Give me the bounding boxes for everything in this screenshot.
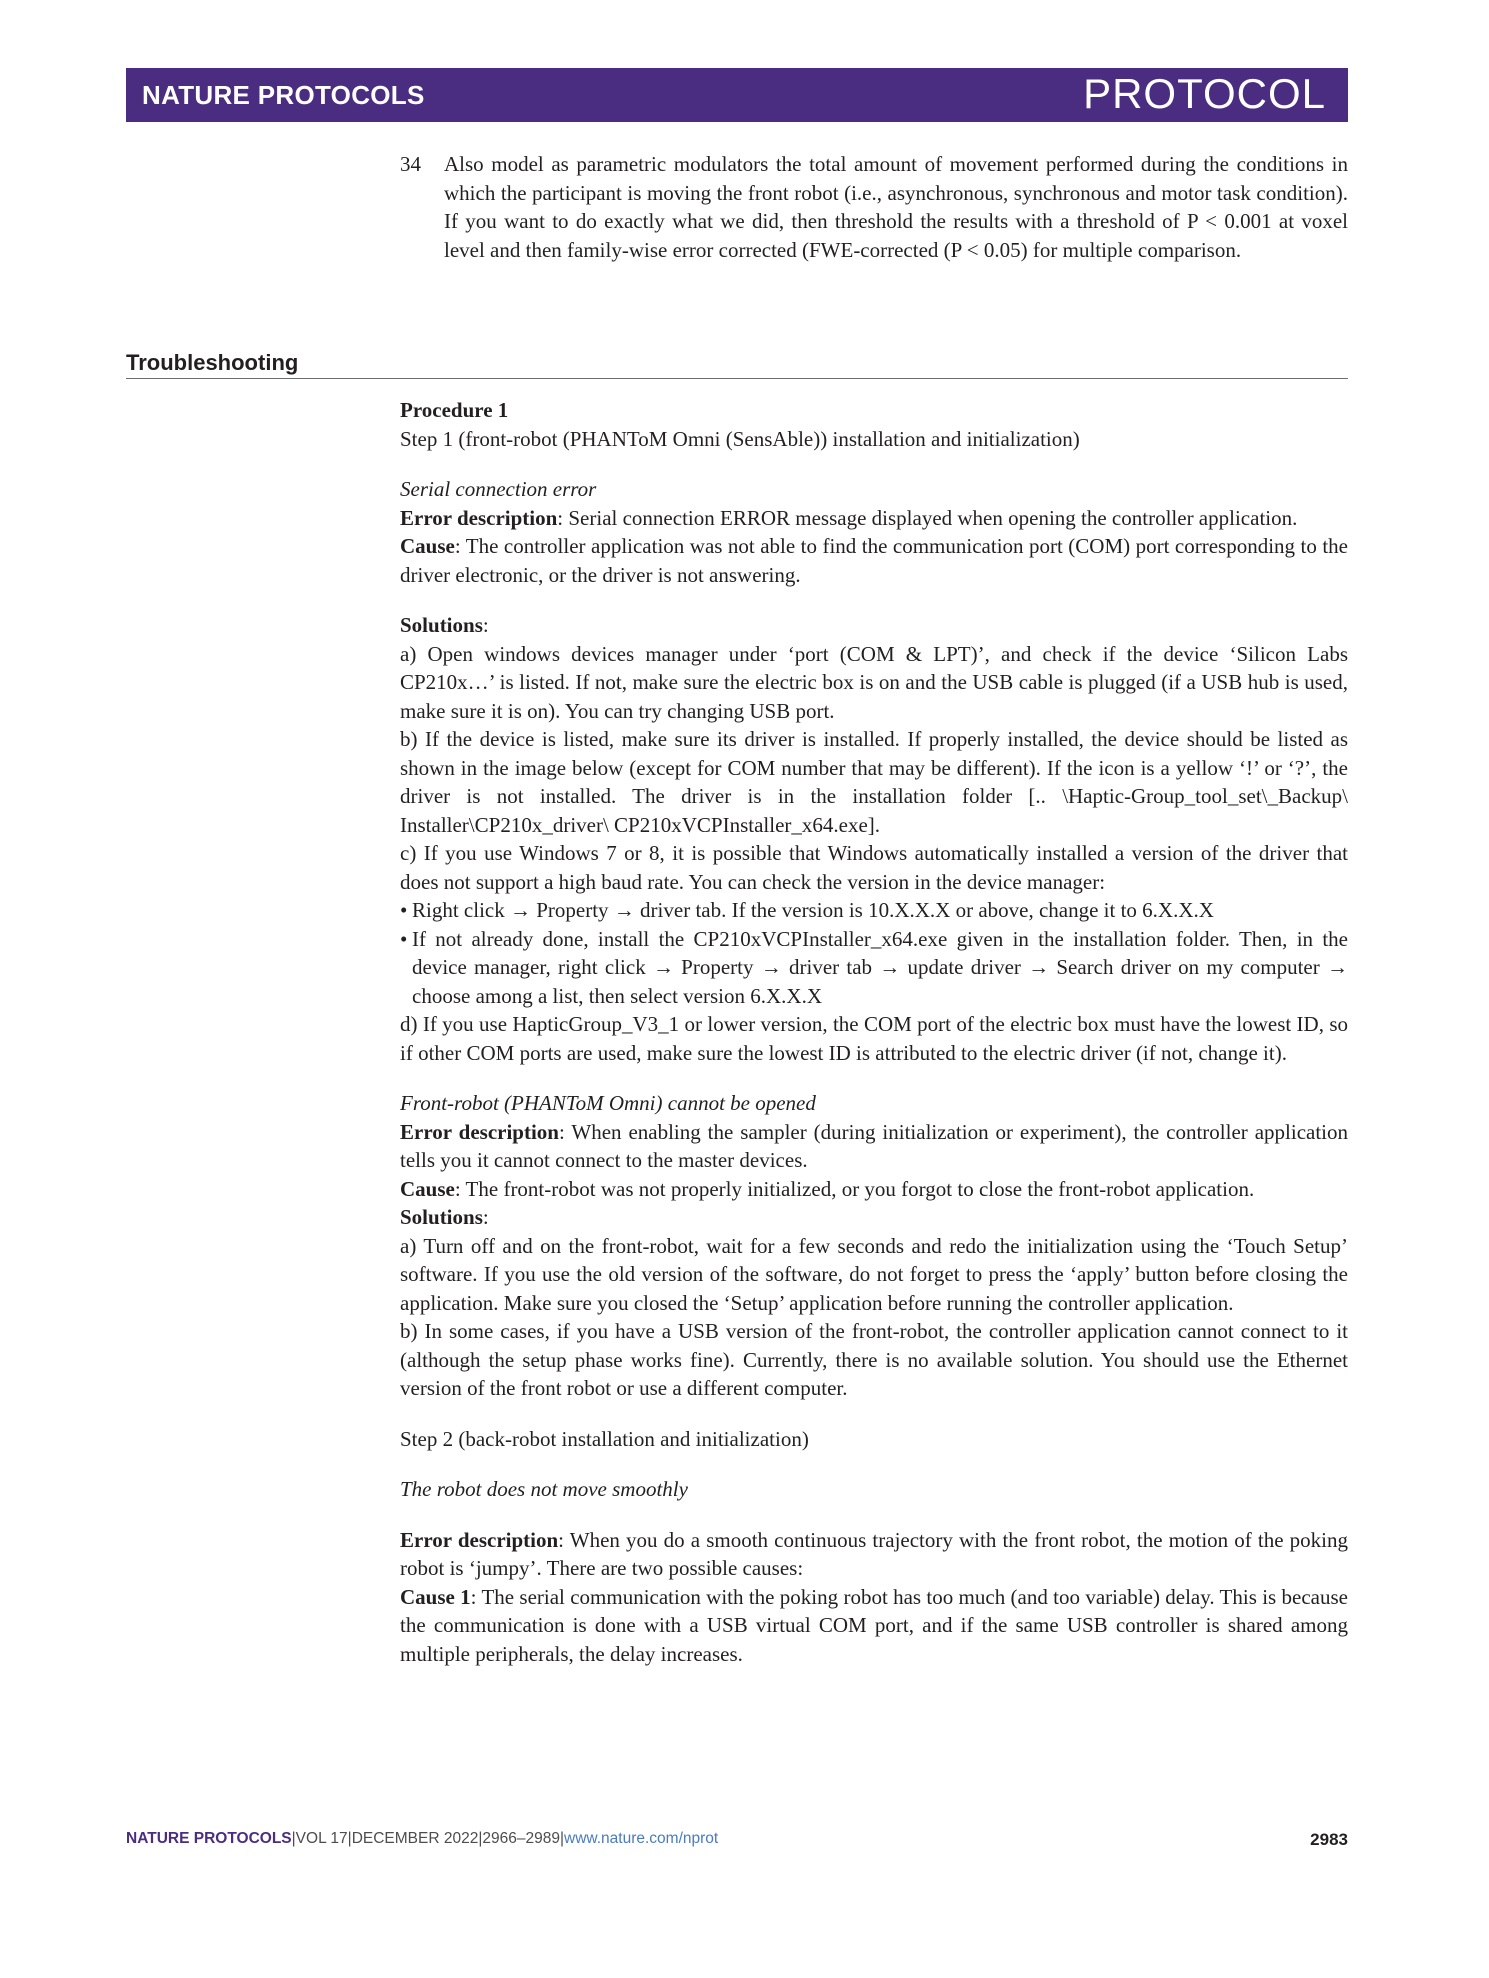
serial-solution-d: d) If you use HapticGroup_V3_1 or lower version, the COM port of the electric box must have the lowest ID, so if other COM ports are used, make sure the lowest ID is attributed to the electric driver (if not, change it). [400,1012,1348,1065]
footer-journal: NATURE PROTOCOLS [126,1830,292,1847]
serial-solution-c: c) If you use Windows 7 or 8, it is possible that Windows automatically installed a version of the driver that does not support a high baud rate. You can check the version in the device manager: [400,841,1348,894]
bullet-text: Right click → Property → driver tab. If the version is 10.X.X.X or above, change it to 6.X.X.X [412,898,1214,922]
footer-separator: | [478,1830,483,1847]
step-2-heading: Step 2 (back-robot installation and initialization) [400,1426,809,1451]
bullet-mark: • [400,898,408,922]
page-number: 2983 [1310,1830,1348,1849]
article-type: PROTOCOL [1083,70,1326,117]
procedure-heading: Procedure 1 [400,398,509,422]
error-label: Error description [400,1527,559,1552]
front-solutions-label [400,1203,1348,1232]
error-label: Error description [400,1119,559,1144]
cause-text: : The serial communication with the poking robot has too much (and too variable) delay. This is because the communication is done with a USB virtual COM port, and if the same USB controller is shared among multiple peripherals, the delay increases. [400,1584,1348,1666]
footer-date: DECEMBER 2022 [351,1830,479,1847]
problem-title-front-robot: Front-robot (PHANToM Omni) cannot be opened [400,1091,816,1115]
step-34-text: Also model as parametric modulators the total amount of movement performed during the conditions in which the participant is moving the front robot (i.e., asynchronous, synchronous and motor task condition). If you want to do exactly what we did, then threshold the results with a threshold of P < 0.001 at voxel level and then family-wise error corrected (FWE-corrected (P < 0.05) for multiple comparison. [444,152,1348,262]
cause-text: : The front-robot was not properly initialized, or you forgot to close the front-robot application. [454,1176,1255,1201]
footer-url-link[interactable]: www.nature.com/nprot [564,1830,719,1847]
list-item [400,896,1348,925]
cause-text: : The controller application was not able to find the communication port (COM) port corresponding to the driver electronic, or the driver is not answering. [400,534,1348,587]
solutions-label: Solutions [400,613,483,637]
footer-volume: VOL 17 [295,1830,348,1847]
cause-label: Cause [400,1176,455,1201]
front-solution-b: b) In some cases, if you have a USB version of the front-robot, the controller application cannot connect to it (although the setup phase works fine). Currently, there is no available solution. You should use the Ethernet version of the front robot or use a different computer. [400,1319,1348,1400]
step-1-heading: Step 1 (front-robot (PHANToM Omni (SensAble)) installation and initialization) [400,426,1080,451]
smooth-cause-1 [400,1583,1348,1669]
solutions-colon: : [482,1205,489,1229]
problem-title-smooth: The robot does not move smoothly [400,1477,688,1501]
cause-label: Cause [400,534,455,558]
error-label: Error description [400,505,558,530]
solutions-colon: : [482,613,489,637]
serial-solution-a: a) Open windows devices manager under ‘port (COM & LPT)’, and check if the device ‘Silicon Labs CP210x…’ is listed. If not, make sure the electric box is on and the USB cable is plugged (if a USB hub is used, make sure it is on). You can try changing USB port. [400,641,1348,723]
serial-error-description [400,504,1348,533]
step-number: 34 [400,152,421,176]
serial-cause [400,532,1348,589]
serial-solutions-label [400,611,1348,640]
step-34 [400,150,1348,264]
cause-label: Cause 1 [400,1584,471,1609]
section-heading-troubleshooting: Troubleshooting [126,350,299,375]
footer-separator: | [291,1830,296,1847]
error-text: : Serial connection ERROR message displayed when opening the controller application. [557,505,1298,530]
footer-separator: | [347,1830,352,1847]
footer-separator: | [559,1830,564,1847]
bullet-text: If not already done, install the CP210xVCPInstaller_x64.exe given in the installation folder. Then, in the device manager, right click → Property → driver tab → update driver → Search driver on my computer → choose among a list, then select version 6.X.X.X [412,926,1348,1008]
front-cause [400,1175,1348,1204]
footer-pages: 2966–2989 [482,1830,560,1847]
front-solution-a: a) Turn off and on the front-robot, wait for a few seconds and redo the initialization using the ‘Touch Setup’ software. If you use the old version of the software, do not forget to press the ‘apply’ button before closing the application. Make sure you closed the ‘Setup’ application before running the controller application. [400,1233,1348,1315]
smooth-error-description [400,1526,1348,1583]
serial-solution-b: b) If the device is listed, make sure its driver is installed. If properly installed, the device should be listed as shown in the image below (except for COM number that may be different). If the icon is a yellow ‘!’ or ‘?’, the driver is not installed. The driver is in the installation folder [.. \Haptic-Group_tool_set\_Backup\ Installer\CP210x_driver\ CP210xVCPInstaller_x64.exe]. [400,727,1348,837]
header-bar [126,68,1348,122]
troubleshooting-body [400,396,1348,1668]
page-footer [126,1830,1348,1854]
error-text: : When enabling the sampler (during initialization or experiment), the controller application tells you it cannot connect to the master devices. [400,1119,1349,1172]
list-item [400,925,1348,1011]
error-text: : When you do a smooth continuous trajectory with the front robot, the motion of the poking robot is ‘jumpy’. There are two possible causes: [400,1527,1349,1580]
problem-title-serial: Serial connection error [400,477,597,501]
solutions-label: Solutions [400,1205,483,1229]
bullet-mark: • [400,926,408,951]
front-error-description [400,1118,1348,1175]
journal-name: NATURE PROTOCOLS [142,80,425,110]
section-divider [126,378,1348,379]
